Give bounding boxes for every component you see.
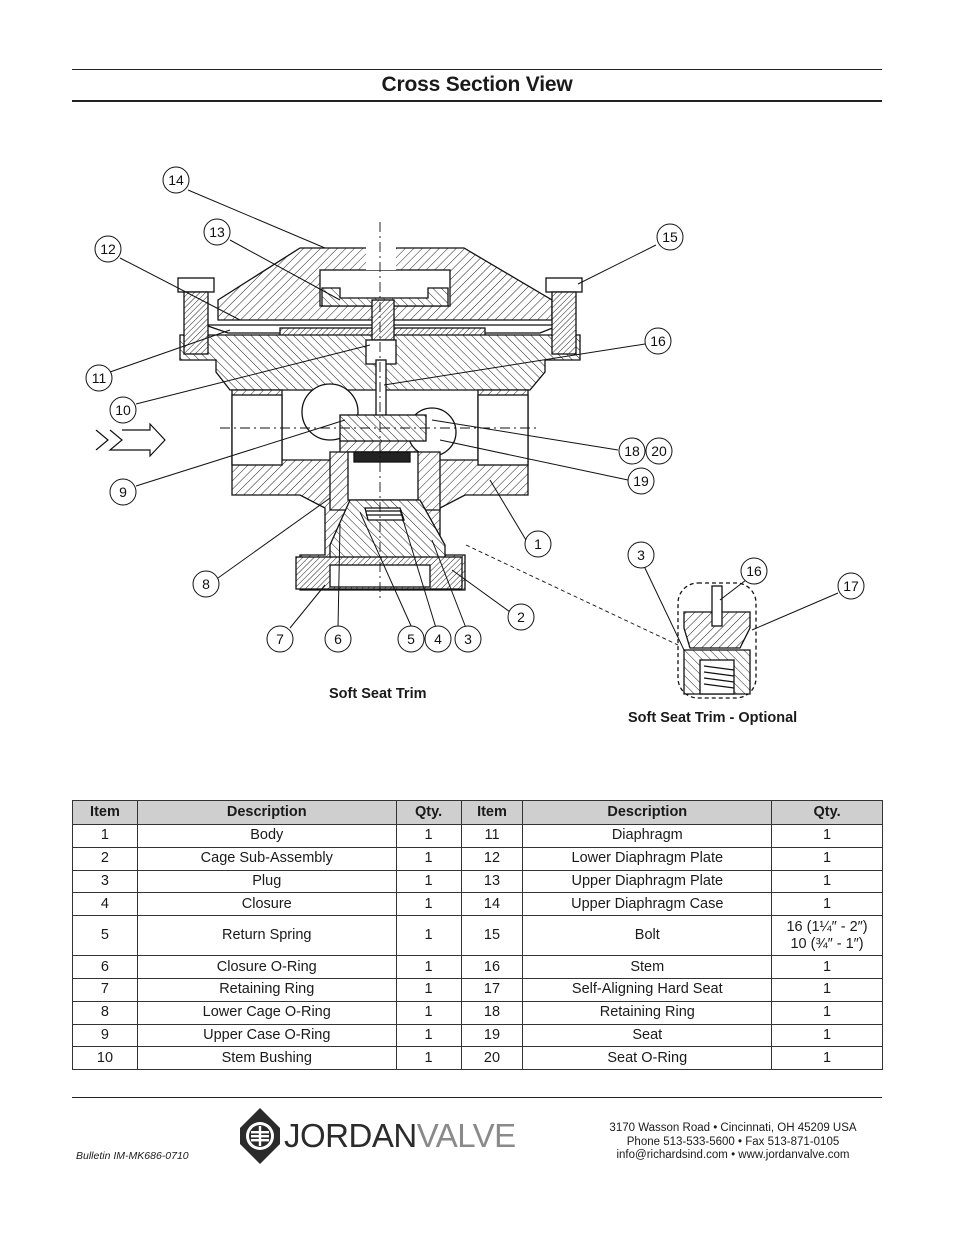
item-description: Plug: [137, 870, 396, 893]
callout-3: [455, 626, 481, 652]
table-row: [73, 1024, 883, 1047]
table-row: [73, 1047, 883, 1070]
callout-7: [267, 626, 293, 652]
item-qty: 1: [396, 893, 461, 916]
table-row: [73, 956, 883, 979]
svg-text:3: 3: [464, 631, 472, 647]
item-number: 12: [461, 847, 523, 870]
figure-caption-main: Soft Seat Trim: [329, 686, 427, 702]
svg-text:16: 16: [746, 563, 762, 579]
item-description: Upper Case O-Ring: [137, 1024, 396, 1047]
column-header-description: Description: [523, 801, 772, 825]
svg-text:4: 4: [434, 631, 442, 647]
item-qty: 1: [772, 847, 883, 870]
item-number: 18: [461, 1001, 523, 1024]
item-number: 9: [73, 1024, 138, 1047]
item-description: Diaphragm: [523, 825, 772, 848]
callout-8: [193, 571, 219, 597]
table-row: [73, 825, 883, 848]
svg-text:20: 20: [651, 443, 667, 459]
item-description: Closure O-Ring: [137, 956, 396, 979]
item-number: 16: [461, 956, 523, 979]
item-qty: 1: [772, 870, 883, 893]
item-number: 2: [73, 847, 138, 870]
callout-11: [86, 365, 112, 391]
column-header-item: Item: [461, 801, 523, 825]
parts-table: [72, 800, 883, 1070]
item-description: Upper Diaphragm Plate: [523, 870, 772, 893]
item-number: 10: [73, 1047, 138, 1070]
item-number: 20: [461, 1047, 523, 1070]
callout-6: [325, 626, 351, 652]
item-qty: 1: [396, 956, 461, 979]
item-number: 15: [461, 916, 523, 956]
item-number: 1: [73, 825, 138, 848]
item-description: Return Spring: [137, 916, 396, 956]
item-description: Upper Diaphragm Case: [523, 893, 772, 916]
item-description: Stem Bushing: [137, 1047, 396, 1070]
svg-text:15: 15: [662, 229, 678, 245]
item-description: Seat O-Ring: [523, 1047, 772, 1070]
callout-17: [838, 573, 864, 599]
item-description: Seat: [523, 1024, 772, 1047]
item-qty: [772, 916, 883, 956]
logo-word-valve: VALVE: [416, 1117, 516, 1154]
callout-13: [204, 219, 230, 245]
callout-12: [95, 236, 121, 262]
callout-19: [628, 468, 654, 494]
item-number: 7: [73, 978, 138, 1001]
item-qty: 1: [772, 1024, 883, 1047]
phone-line: Phone 513-533-5600 • Fax 513-871-0105: [626, 1135, 840, 1148]
column-header-item: Item: [73, 801, 138, 825]
item-description: Cage Sub-Assembly: [137, 847, 396, 870]
table-row: [73, 978, 883, 1001]
item-qty: 1: [396, 870, 461, 893]
item-qty: 1: [396, 825, 461, 848]
svg-text:5: 5: [407, 631, 415, 647]
item-qty: 1: [772, 978, 883, 1001]
item-qty: 1: [396, 916, 461, 956]
svg-text:7: 7: [276, 631, 284, 647]
item-description: Self-Aligning Hard Seat: [523, 978, 772, 1001]
svg-text:13: 13: [209, 224, 225, 240]
column-header-description: Description: [137, 801, 396, 825]
column-header-qty: Qty.: [772, 801, 883, 825]
item-number: 8: [73, 1001, 138, 1024]
svg-text:19: 19: [633, 473, 649, 489]
item-number: 13: [461, 870, 523, 893]
column-header-qty: Qty.: [396, 801, 461, 825]
address-line: 3170 Wasson Road • Cincinnati, OH 45209 USA: [609, 1122, 857, 1134]
svg-text:1: 1: [534, 536, 542, 552]
item-number: 3: [73, 870, 138, 893]
item-number: 5: [73, 916, 138, 956]
svg-text:3: 3: [637, 547, 645, 563]
callout-15: [657, 224, 683, 250]
item-qty: 1: [396, 847, 461, 870]
callout-3-optional: [628, 542, 654, 568]
table-row: [73, 916, 883, 956]
callout-14: [163, 167, 189, 193]
footer-rule: [72, 1097, 882, 1098]
item-number: 4: [73, 893, 138, 916]
item-description: Retaining Ring: [523, 1001, 772, 1024]
item-qty: 1: [772, 1047, 883, 1070]
figure-caption-optional: Soft Seat Trim - Optional: [628, 710, 798, 726]
svg-text:10: 10: [115, 402, 131, 418]
callout-16-optional: [741, 558, 767, 584]
bulletin-number: Bulletin IM-MK686-0710: [76, 1150, 189, 1162]
item-description: Bolt: [523, 916, 772, 956]
callout-5: [398, 626, 424, 652]
item-number: 11: [461, 825, 523, 848]
logo-mark-icon: [240, 1108, 280, 1164]
svg-text:17: 17: [843, 578, 859, 594]
item-number: 19: [461, 1024, 523, 1047]
svg-text:11: 11: [91, 370, 107, 386]
table-row: [73, 870, 883, 893]
table-header-row: [73, 801, 883, 825]
logo-wordmark: [284, 1114, 516, 1158]
item-qty: 1: [772, 956, 883, 979]
contact-block: [590, 1122, 876, 1163]
callout-1: [525, 531, 551, 557]
item-number: 14: [461, 893, 523, 916]
svg-text:9: 9: [119, 484, 127, 500]
item-description: Lower Cage O-Ring: [137, 1001, 396, 1024]
item-description: Body: [137, 825, 396, 848]
callout-9: [110, 479, 136, 505]
item-qty: 1: [396, 978, 461, 1001]
callout-20: [646, 438, 672, 464]
callouts: [86, 167, 864, 652]
item-number: 6: [73, 956, 138, 979]
item-number: 17: [461, 978, 523, 1001]
item-description: Closure: [137, 893, 396, 916]
table-row: [73, 847, 883, 870]
item-qty: 1: [396, 1047, 461, 1070]
qty-line: 16 (1¼″ - 2″): [786, 918, 868, 935]
logo-word-jordan: JORDAN: [284, 1117, 417, 1154]
page-title: Cross Section View: [381, 73, 573, 96]
item-qty: 1: [396, 1001, 461, 1024]
qty-line: 10 (¾″ - 1″): [790, 935, 864, 952]
table-row: [73, 893, 883, 916]
table-row: [73, 1001, 883, 1024]
callout-4: [425, 626, 451, 652]
svg-text:14: 14: [168, 172, 184, 188]
svg-text:2: 2: [517, 609, 525, 625]
item-description: Lower Diaphragm Plate: [523, 847, 772, 870]
callout-2: [508, 604, 534, 630]
item-description: Stem: [523, 956, 772, 979]
svg-text:16: 16: [650, 333, 666, 349]
item-qty: 1: [772, 825, 883, 848]
callout-16: [645, 328, 671, 354]
callout-10: [110, 397, 136, 423]
callout-18: [619, 438, 645, 464]
svg-text:12: 12: [100, 241, 116, 257]
item-qty: 1: [772, 1001, 883, 1024]
svg-text:6: 6: [334, 631, 342, 647]
svg-text:18: 18: [624, 443, 640, 459]
item-qty: 1: [396, 1024, 461, 1047]
svg-text:8: 8: [202, 576, 210, 592]
web-line: info@richardsind.com • www.jordanvalve.com: [616, 1149, 850, 1161]
item-description: Retaining Ring: [137, 978, 396, 1001]
item-qty: 1: [772, 893, 883, 916]
